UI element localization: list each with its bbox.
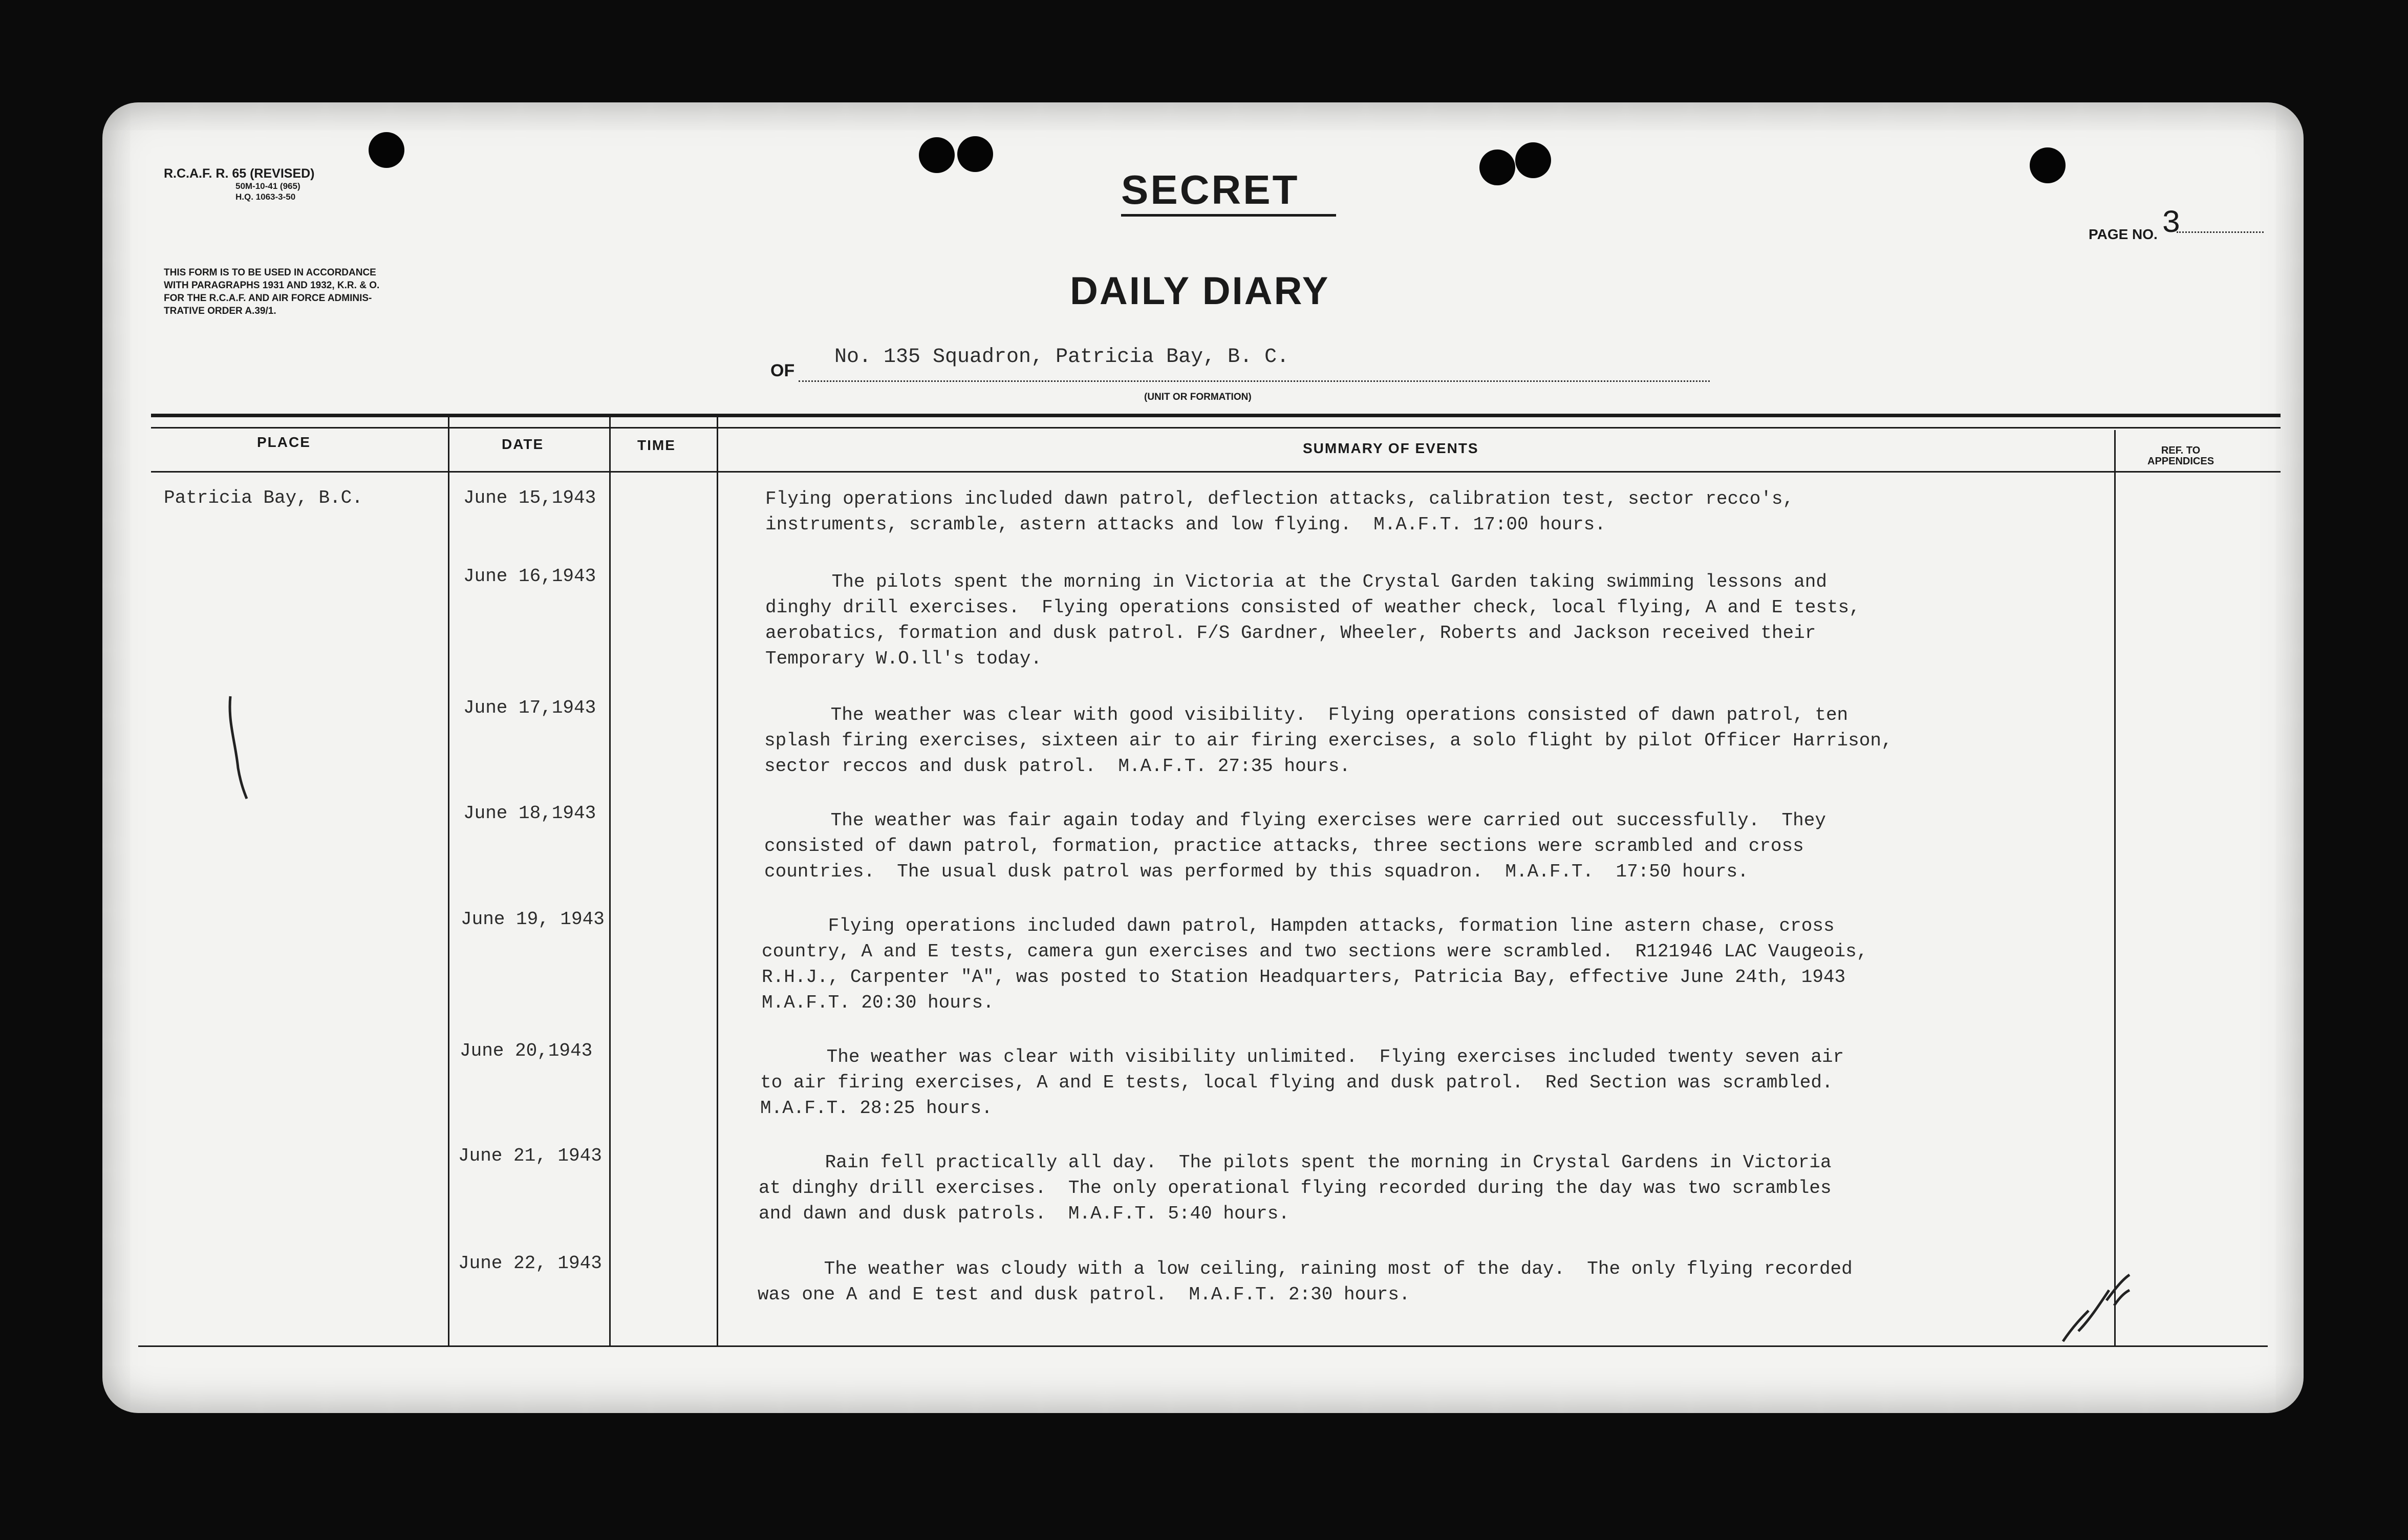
entry-date: June 18,1943 xyxy=(463,803,596,824)
header-date: DATE xyxy=(502,436,544,452)
form-id-line: R.C.A.F. R. 65 (REVISED) xyxy=(164,166,315,181)
unit-value: No. 135 Squadron, Patricia Bay, B. C. xyxy=(834,346,1289,369)
header-place: PLACE xyxy=(257,434,311,450)
punch-hole xyxy=(957,136,993,172)
page-title: DAILY DIARY xyxy=(1070,269,1330,313)
entry-date: June 15,1943 xyxy=(463,487,596,508)
place-value: Patricia Bay, B.C. xyxy=(164,487,363,508)
entry-date: June 16,1943 xyxy=(463,566,596,587)
column-divider xyxy=(448,417,449,1346)
pen-scribble xyxy=(220,691,261,804)
punch-hole xyxy=(369,132,404,168)
page-number-label: PAGE NO. xyxy=(2089,226,2158,242)
entry-summary: Flying operations included dawn patrol, Hampden attacks, formation line astern chase, cross country, A and E tests, camera gun exercises and two sections were scrambled. R121946 LAC Vaugeois, R.H.J., Carpenter "A", was posted to Station Headquarters, Patricia Bay, effective June 24th, 1943 M.A.F.T. 20:30 hours. xyxy=(762,915,1868,1013)
table-bottom-rule xyxy=(138,1345,2268,1347)
punch-hole xyxy=(2030,147,2066,183)
entry-summary: The weather was clear with good visibility. Flying operations consisted of dawn patrol, ten splash firing exercises, sixteen air to air firing exercises, a solo flight by pilot Officer Harrison, sector reccos and dusk patrol. M.A.F.T. 27:35 hours. xyxy=(764,704,1893,777)
page-number-value: 3 xyxy=(2161,205,2181,242)
of-label: OF xyxy=(770,361,795,380)
header-ref-appendices: REF. TO APPENDICES xyxy=(2147,445,2214,467)
punch-hole xyxy=(1515,142,1551,178)
punch-hole xyxy=(1479,149,1515,185)
form-instruction: THIS FORM IS TO BE USED IN ACCORDANCE WITH PARAGRAPHS 1931 AND 1932, K.R. & O. FOR THE R.C.A.F. AND AIR FORCE ADMINIS- TRATIVE ORDER A.39/1. xyxy=(164,267,380,316)
initials-mark xyxy=(2058,1270,2135,1346)
table-top-rule xyxy=(151,427,2281,429)
unit-caption: (UNIT OR FORMATION) xyxy=(1144,392,1252,402)
entry-summary: The pilots spent the morning in Victoria at the Crystal Garden taking swimming lessons and dinghy drill exercises. Flying operations consisted of weather check, local flying, A and E tests, aerobatics, formation and dusk patrol. F/S Gardner, Wheeler, Roberts and Jackson received their Temporary W.O.ll's today. xyxy=(765,571,1860,669)
page-number-field xyxy=(2089,205,2181,249)
header-rule xyxy=(151,471,2281,473)
entry-date: June 17,1943 xyxy=(463,697,596,718)
form-identifier xyxy=(164,166,315,202)
form-id-line: H.Q. 1063-3-50 xyxy=(235,192,296,202)
page-number-line xyxy=(2177,231,2264,233)
entry-summary: Rain fell practically all day. The pilots spent the morning in Crystal Gardens in Victoria at dinghy drill exercises. The only operational flying recorded during the day was two scrambles and dawn and dusk patrols. M.A.F.T. 5:40 hours. xyxy=(759,1152,1832,1224)
header-summary: SUMMARY OF EVENTS xyxy=(1303,440,1479,456)
entry-summary: Flying operations included dawn patrol, deflection attacks, calibration test, sector recco's, instruments, scramble, astern attacks and low flying. M.A.F.T. 17:00 hours. xyxy=(765,488,1794,535)
entry-summary: The weather was clear with visibility unlimited. Flying exercises included twenty seven air to air firing exercises, A and E tests, local flying and dusk patrol. Red Section was scrambled. M.A.F.T. 28:25 hours. xyxy=(760,1046,1844,1119)
column-divider xyxy=(609,417,611,1346)
entry-date: June 20,1943 xyxy=(460,1040,593,1061)
entry-date: June 22, 1943 xyxy=(458,1253,602,1274)
punch-hole xyxy=(919,137,955,173)
entry-summary: The weather was fair again today and flying exercises were carried out successfully. They consisted of dawn patrol, formation, practice attacks, three sections were scrambled and cross countries. The usual dusk patrol was performed by this squadron. M.A.F.T. 17:50 hours. xyxy=(764,810,1826,882)
column-divider xyxy=(2114,430,2116,1346)
form-id-line: 50M-10-41 (965) xyxy=(235,181,300,191)
secret-heading: SECRET xyxy=(1121,167,1300,212)
table-top-rule xyxy=(151,414,2281,417)
column-divider xyxy=(717,417,718,1346)
entry-date: June 21, 1943 xyxy=(458,1145,602,1166)
entry-summary: The weather was cloudy with a low ceiling, raining most of the day. The only flying recorded was one A and E test and dusk patrol. M.A.F.T. 2:30 hours. xyxy=(758,1258,1853,1305)
header-time: TIME xyxy=(637,437,676,453)
secret-underline xyxy=(1121,214,1336,217)
unit-line xyxy=(799,380,1710,382)
entry-date: June 19, 1943 xyxy=(461,909,605,930)
diary-sheet xyxy=(102,102,2304,1413)
